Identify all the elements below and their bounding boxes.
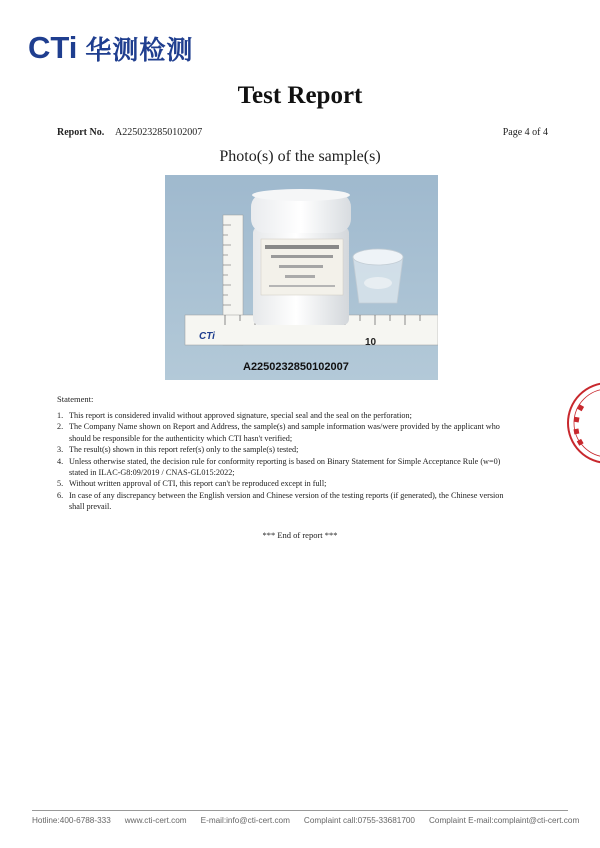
page-title: Test Report (237, 82, 363, 109)
list-item-number: 3. (57, 445, 64, 455)
footer-website: www.cti-cert.com (124, 816, 187, 825)
footer-complaint-email: Complaint E-mail:complaint@cti-cert.com (429, 816, 580, 825)
end-of-report: *** End of report *** (262, 530, 338, 540)
list-item-text: The result(s) shown in this report refer(s) only to the sample(s) tested; (69, 445, 299, 455)
list-item-text: The Company Name shown on Report and Address, the sample(s) and sample information was/were provided by the applicant who should be responsible for the authenticity which CTI hasn't verified; (69, 422, 500, 443)
sample-jar (251, 189, 351, 325)
list-item-number: 5. (57, 479, 64, 489)
ruler-number: 10 (365, 337, 377, 348)
statement-heading: Statement: (57, 394, 94, 404)
footer-email: E-mail:info@cti-cert.com (200, 816, 290, 825)
list-item (57, 444, 507, 455)
sample-cup (353, 249, 403, 303)
footer-hotline: Hotline:400-6788-333 (32, 816, 111, 825)
page-number: Page 4 of 4 (502, 127, 548, 138)
footer-divider (32, 810, 568, 811)
list-item-number: 2. (57, 422, 64, 432)
list-item-text: Without written approval of CTI, this report can't be reproduced except in full; (69, 479, 327, 489)
perforation-seal-icon (560, 378, 600, 468)
list-item-text: In case of any discrepancy between the English version and Chinese version of the testing reports (if generated), the Chinese version shall prevail. (69, 490, 504, 512)
list-item-text: Unless otherwise stated, the decision rule for conformity reporting is based on Binary Statement for Simple Acceptance Rule (w=0) stated in ILAC-G8:09/2019 / CNAS-GL015:2022; (69, 456, 501, 478)
list-item (57, 490, 507, 513)
list-item (57, 410, 507, 421)
footer-complaint-call: Complaint call:0755-33681700 (303, 816, 415, 825)
list-item-text: This report is considered invalid without approved signature, special seal and the seal on the perforation; (69, 411, 412, 420)
statement-list (57, 410, 507, 513)
report-no-value: A2250232850102007 (115, 127, 203, 138)
photo-caption: A2250232850102007 (243, 361, 349, 373)
logo-chinese-text: 华测检测 (85, 35, 194, 66)
photo-heading: Photo(s) of the sample(s) (219, 148, 381, 165)
list-item (57, 478, 507, 489)
list-item (57, 421, 507, 444)
list-item-number: 6. (57, 490, 64, 500)
logo-cti-text: CTi (28, 30, 78, 65)
ruler-brand: CTi (199, 331, 215, 342)
company-logo (28, 28, 193, 68)
sample-photo (165, 175, 438, 380)
report-no-label: Report No. (57, 127, 105, 138)
list-item-number: 4. (57, 456, 64, 466)
list-item (57, 456, 507, 479)
footer (32, 816, 579, 825)
list-item-number: 1. (57, 411, 64, 420)
